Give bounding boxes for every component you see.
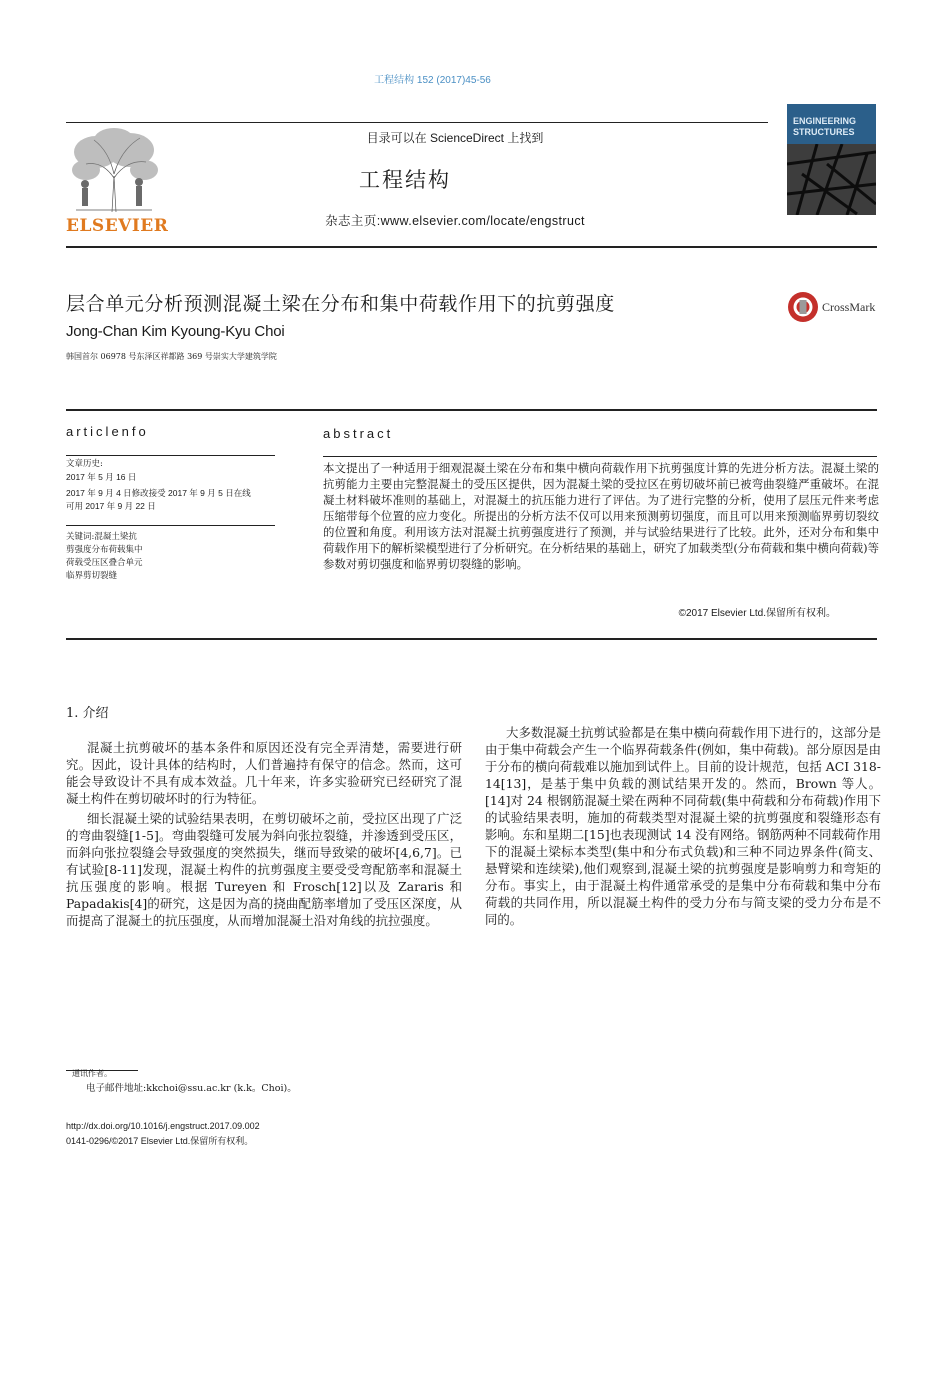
header-bottom-rule (66, 246, 877, 248)
abstract-bottom-rule (66, 638, 877, 640)
author-affiliation: 韩国首尔 06978 号东泽区祥都路 369 号崇实大学建筑学院 (66, 352, 277, 361)
cover-title: ENGINEERING STRUCTURES (793, 116, 857, 137)
journal-homepage[interactable]: 杂志主页:www.elsevier.com/locate/engstruct (325, 214, 585, 228)
keyword-item: 剪强度分布荷载集中 (66, 545, 143, 555)
doi-link[interactable]: http://dx.doi.org/10.1016/j.engstruct.2017.09.002 (66, 1121, 260, 1131)
elsevier-tree-icon (66, 126, 162, 214)
section-1-heading: 1. 介绍 (66, 706, 109, 721)
body-column-left (66, 739, 462, 929)
article-title: 层合单元分析预测混凝土梁在分布和集中荷载作用下的抗剪强度 (66, 293, 615, 315)
body-paragraph: 大多数混凝土抗剪试验都是在集中横向荷载作用下进行的，这部分是由于集中荷载会产生一个临界荷载条件(例如，集中荷载)。部分原因是由于分布的横向荷载难以施加到试件上。目前的设计规范，包括 ACI 318-14[13]，是基于集中负载的测试结果开发的。然而，Brown 等人。[14]对 24 根钢筋混凝土梁在两种不同荷载(集中荷载和分布荷载)作用下的试验结果表明，施加的荷载类型对混凝土梁的抗剪强度和裂缝形态有影响。东和星期二[15]也表现测试 14 没有网络。钢筋两种不同载荷作用下的混凝土梁标本类型(集中和分布式负载)和三种不同边界条件(简支、悬臂梁和连续梁),他们观察到,混凝土梁的抗剪强度是影响剪力和弯矩的分布。事实上，由于混凝土构件通常承受的是集中分布荷载和集中分布荷载的共同作用，所以混凝土构件的受力分布与简支梁的受力分布是不同的。 (485, 725, 882, 927)
elsevier-wordmark: ELSEVIER (66, 216, 169, 236)
body-column-right (485, 724, 881, 928)
header-top-rule (66, 122, 768, 123)
article-info-heading: articlenfo (66, 424, 149, 439)
article-info-top-rule (66, 409, 877, 411)
issn-copyright: 0141-0296/©2017 Elsevier Ltd.保留所有权利。 (66, 1136, 254, 1146)
article-history-label: 文章历史: (66, 459, 103, 469)
corresponding-author-note: 通讯作者。 (72, 1069, 112, 1078)
body-paragraph: 混凝土抗剪破坏的基本条件和原因还没有完全弄清楚，需要进行研究。因此，设计具体的结构时，人们普遍持有保守的信念。然而，这可能会导致设计不具有成本效益。几十年来，许多实验研究已经研究了混凝土构件在剪切破坏时的行为特征。 (66, 740, 462, 806)
keyword-list (66, 544, 266, 583)
abstract-heading: abstract (323, 426, 394, 441)
abstract-body: 本文提出了一种适用于细观混凝土梁在分布和集中横向荷载作用下抗剪强度计算的先进分析方法。混凝土梁的抗剪能力主要由完整混凝土的受压区提供，因为混凝土梁的受拉区在剪切破坏前已被弯曲裂缝严重破坏。在混凝土材料破坏准则的基础上，对混凝土的抗压能力进行了评估。为了进行完整的分析，使用了层压元件来考虑压缩带每个位置的应力变化。所提出的分析方法不仅可以用来预测剪切强度，而且可以用来预测临界剪切裂纹的位置和角度。利用该方法对混凝土抗剪强度进行了预测，并与试验结果进行了比较。此外，还对分布和集中荷载作用下的解析梁模型进行了分析研究。在分析结果的基础上，研究了加载类型(分布荷载和集中横向荷载)等参数对剪切强度和临界剪切裂缝的影响。 (323, 461, 879, 571)
keyword-item: 临界剪切裂缝 (66, 571, 118, 581)
keywords-rule (66, 525, 275, 526)
abstract-copyright: ©2017 Elsevier Ltd.保留所有权利。 (678, 608, 836, 619)
keyword-item: 荷载受压区叠合单元 (66, 558, 143, 568)
journal-title: 工程结构 (359, 168, 451, 192)
keywords-label: 关键词:混凝土梁抗 (66, 532, 137, 542)
received-date: 2017 年 5 月 16 日 (66, 472, 137, 482)
body-paragraph: 细长混凝土梁的试验结果表明，在剪切破坏之前，受拉区出现了广泛的弯曲裂缝[1-5]。弯曲裂缝可发展为斜向张拉裂缝，并渗透到受压区，而斜向张拉裂缝会导致强度的突然损失，继而导致梁的破坏[4,6,7]。已有试验[8-11]发现，混凝土构件的抗剪强度主要受受弯配筋率和混凝土抗压强度的影响。根据 Tureyen 和 Frosch[12]以及 Zararis 和 Papadakis[4]的研究，这是因为高的挠曲配筋率增加了受压区深度，从而提高了混凝土的抗压强度，从而增加混凝土沿对角线的抗拉强度。 (66, 811, 462, 928)
journal-citation[interactable]: 工程结构 152 (2017)45-56 (374, 75, 491, 86)
journal-cover (787, 104, 876, 215)
revised-accepted-online-dates: 2017 年 9 月 4 日修改接受 2017 年 9 月 5 日在线可用 2017 年 9 月 22 日 (66, 488, 251, 511)
article-info-rule (66, 455, 275, 456)
contents-available-line: 目录可以在 ScienceDirect 上找到 (366, 131, 544, 145)
crossmark-label[interactable]: CrossMark (822, 300, 876, 314)
author-email[interactable]: 电子邮件地址:kkchoi@ssu.ac.kr (k.k。Choi)。 (86, 1083, 297, 1094)
bridge-structure-icon (787, 144, 876, 215)
abstract-rule (323, 456, 877, 457)
author-list: Jong-Chan Kim Kyoung-Kyu Choi (66, 323, 285, 340)
